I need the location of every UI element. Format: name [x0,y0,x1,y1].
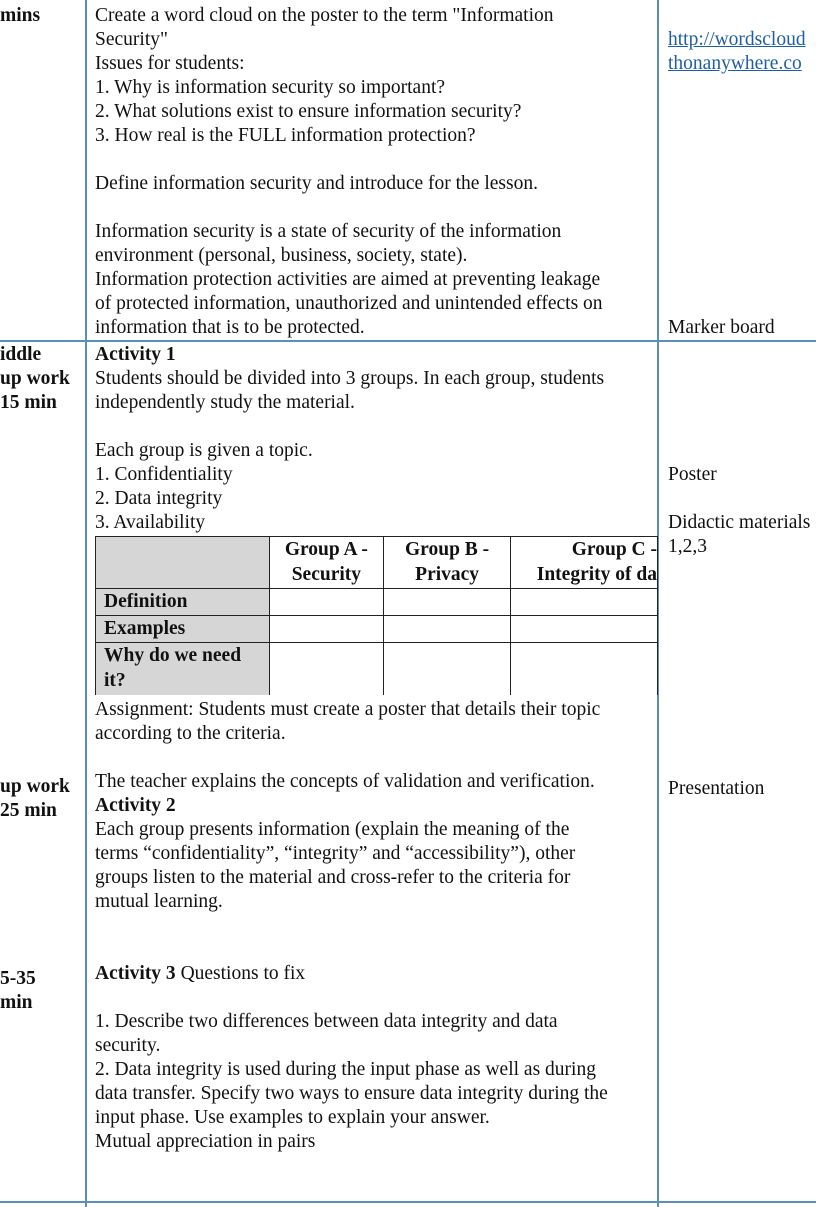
intro-line: 2. What solutions exist to ensure information security? [95,101,522,122]
activity-3-line: Mutual appreciation in pairs [95,1131,316,1152]
assignment-line: Assignment: Students must create a poster that details their topic [95,699,601,720]
activity-2-line: terms “confidentiality”, “integrity” and “accessibility”), other [95,843,576,864]
group-a-header: Group A - Security [269,537,384,589]
mins-label: mins [0,5,41,26]
intro-line: Information protection activities are aimed at preventing leakage [95,269,601,290]
activity-1-line: independently study the material. [95,392,355,413]
wordcloud-link[interactable]: http://wordscloud [668,29,806,50]
activity-1-line: Students should be divided into 3 groups. In each group, students [95,368,605,389]
activity-3-line: input phase. Use examples to explain your answer. [95,1107,490,1128]
intro-line: 3. How real is the FULL information protection? [95,125,476,146]
table-row [96,589,658,616]
activity-2-line: mutual learning. [95,891,223,912]
intro-line: environment (personal, business, society, state). [95,245,468,266]
intro-line: Information security is a state of security of the information [95,221,562,242]
activity-3-line: 1. Describe two differences between data integrity and data [95,1011,558,1032]
assignment-line: according to the criteria. [95,723,286,744]
row-label-why-needed: Why do we need it? [96,643,270,696]
group-c-header: Group C - Integrity of da [511,537,658,589]
activity-3-line: data transfer. Specify two ways to ensure data integrity during the [95,1083,608,1104]
activity-1-line: 1. Confidentiality [95,464,233,485]
intro-line: information that is to be protected. [95,317,365,338]
left-column-rule [85,0,87,1207]
table-cell [269,643,384,696]
stage-column [0,0,84,1207]
intro-line: of protected information, unauthorized and unintended effects on [95,293,603,314]
group-work-label: up work [0,368,70,389]
table-corner-cell [96,537,270,589]
wordcloud-link-continued[interactable]: thonanywhere.co [668,53,802,74]
activity-3-heading: Activity 3 [95,963,176,984]
marker-board-label: Marker board [668,317,775,338]
activity-2-line: Each group presents information (explain the meaning of the [95,819,570,840]
intro-line: Security" [95,29,168,50]
activity-1-line: 3. Availability [95,512,206,533]
table-cell [269,589,384,616]
group-b-header: Group B - Privacy [384,537,511,589]
didactic-materials-numbers: 1,2,3 [668,536,707,557]
group-work-label-2: up work [0,776,70,797]
table-cell [511,643,658,696]
group-topics-table [95,536,658,695]
intro-line: 1. Why is information security so important? [95,77,446,98]
row-label-examples: Examples [96,616,270,643]
middle-label: iddle [0,344,42,365]
table-cell [384,643,511,696]
table-cell [269,616,384,643]
time-15-label: 15 min [0,392,57,413]
poster-label: Poster [668,464,717,485]
intro-line: Issues for students: [95,53,245,74]
presentation-label: Presentation [668,778,765,799]
table-row [96,616,658,643]
intro-line: Define information security and introduce for the lesson. [95,173,538,194]
table-cell [511,616,658,643]
time-min-label: min [0,992,33,1013]
table-header-row [96,537,658,589]
activity-3-heading-rest: Questions to fix [175,963,306,984]
activity-1-line: 2. Data integrity [95,488,223,509]
activity-1-line: Each group is given a topic. [95,440,313,461]
time-35-label: 5-35 [0,968,36,989]
table-row [96,643,658,696]
intro-line: Create a word cloud on the poster to the term "Information [95,5,554,26]
didactic-materials-label: Didactic materials [668,512,811,533]
activity-3-heading-line [95,962,305,986]
activity-2-heading: Activity 2 [95,795,176,816]
time-25-label: 25 min [0,800,57,821]
table-cell [384,616,511,643]
activity-3-line: 2. Data integrity is used during the input phase as well as during [95,1059,596,1080]
resources-column [668,0,816,1207]
table-cell [384,589,511,616]
activity-2-line: groups listen to the material and cross-refer to the criteria for [95,867,571,888]
teacher-explains-line: The teacher explains the concepts of validation and verification. [95,771,595,792]
activity-3-line: security. [95,1035,161,1056]
table-cell [511,589,658,616]
row-label-definition: Definition [96,589,270,616]
activity-1-heading: Activity 1 [95,344,176,365]
